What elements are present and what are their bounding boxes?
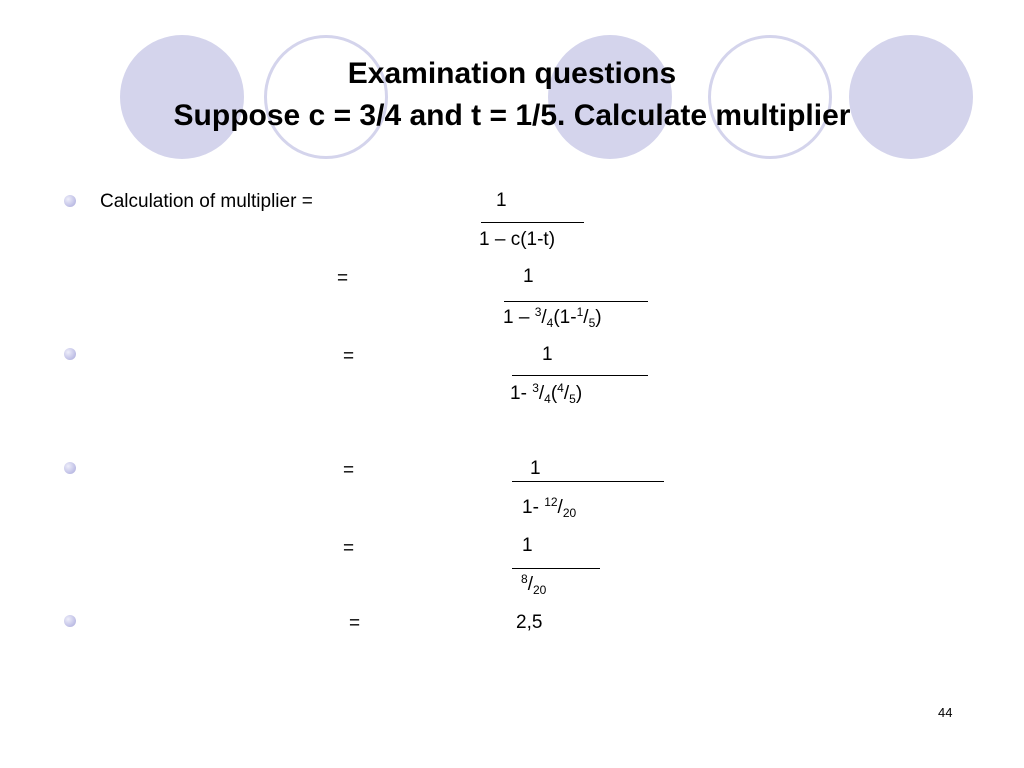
- bullet-2: [64, 348, 76, 360]
- step4-equals: =: [343, 460, 355, 481]
- step2-numerator: 1: [523, 266, 534, 287]
- step3-f1-den: 4: [544, 392, 551, 406]
- step3-fraction-bar: [512, 375, 648, 376]
- step4-f-den: 20: [562, 506, 577, 520]
- step4-numerator: 1: [530, 458, 541, 479]
- step4-fraction-bar: [512, 481, 664, 482]
- step5-f-den: 20: [532, 583, 547, 597]
- bullet-1: [64, 195, 76, 207]
- step2-f2-den: 5: [588, 316, 596, 330]
- step2-den-a: 1 –: [503, 307, 535, 328]
- step2-denominator: [503, 307, 602, 329]
- step2-f2-num: 1: [576, 305, 584, 319]
- step2-den-b: (1-: [553, 307, 577, 328]
- step3-numerator: 1: [542, 344, 553, 365]
- step2-den-c: ): [595, 307, 602, 328]
- step4-denominator: [522, 497, 576, 519]
- decor-circle-3: [548, 35, 672, 159]
- step3-den-c: ): [575, 383, 583, 404]
- step3-f2-num: 4: [557, 381, 564, 395]
- decor-circle-4: [708, 35, 832, 159]
- decor-circle-5: [849, 35, 973, 159]
- step2-f1-num: 3: [534, 305, 542, 319]
- step1-denominator: 1 – c(1-t): [479, 229, 556, 250]
- step2-slash-1: /: [541, 307, 547, 328]
- bullet-4: [64, 615, 76, 627]
- step1-label: Calculation of multiplier =: [100, 191, 313, 212]
- step5-equals: =: [343, 538, 355, 559]
- slide-title-line-2: Suppose c = 3/4 and t = 1/5. Calculate multiplier: [173, 99, 851, 132]
- step3-slash-2: /: [563, 383, 570, 404]
- step5-slash: /: [527, 574, 533, 595]
- step3-equals: =: [343, 346, 355, 367]
- page-number: 44: [938, 705, 953, 720]
- step2-slash-2: /: [583, 307, 589, 328]
- step4-f-num: 12: [544, 495, 558, 509]
- decor-circle-1: [120, 35, 244, 159]
- step3-f2-den: 5: [569, 392, 576, 406]
- step3-den-b: (: [550, 383, 558, 404]
- step2-equals: =: [337, 268, 349, 289]
- slide-title-line-1: Examination questions: [347, 57, 677, 90]
- step3-den-a: 1-: [510, 383, 533, 404]
- step1-numerator: 1: [496, 190, 507, 211]
- step2-fraction-bar: [504, 301, 648, 302]
- step4-den-a: 1-: [522, 497, 545, 518]
- step5-denominator: [521, 574, 546, 596]
- step3-denominator: [510, 383, 582, 405]
- step2-f1-den: 4: [546, 316, 554, 330]
- step1-fraction-bar: [481, 222, 584, 223]
- decor-circle-2: [264, 35, 388, 159]
- step4-slash: /: [557, 497, 563, 518]
- step5-f-num: 8: [521, 572, 528, 586]
- step3-f1-num: 3: [532, 381, 539, 395]
- step5-numerator: 1: [522, 535, 533, 556]
- step3-slash-1: /: [538, 383, 545, 404]
- bullet-3: [64, 462, 76, 474]
- step6-result: 2,5: [516, 612, 543, 633]
- step6-equals: =: [349, 613, 361, 634]
- step5-fraction-bar: [512, 568, 600, 569]
